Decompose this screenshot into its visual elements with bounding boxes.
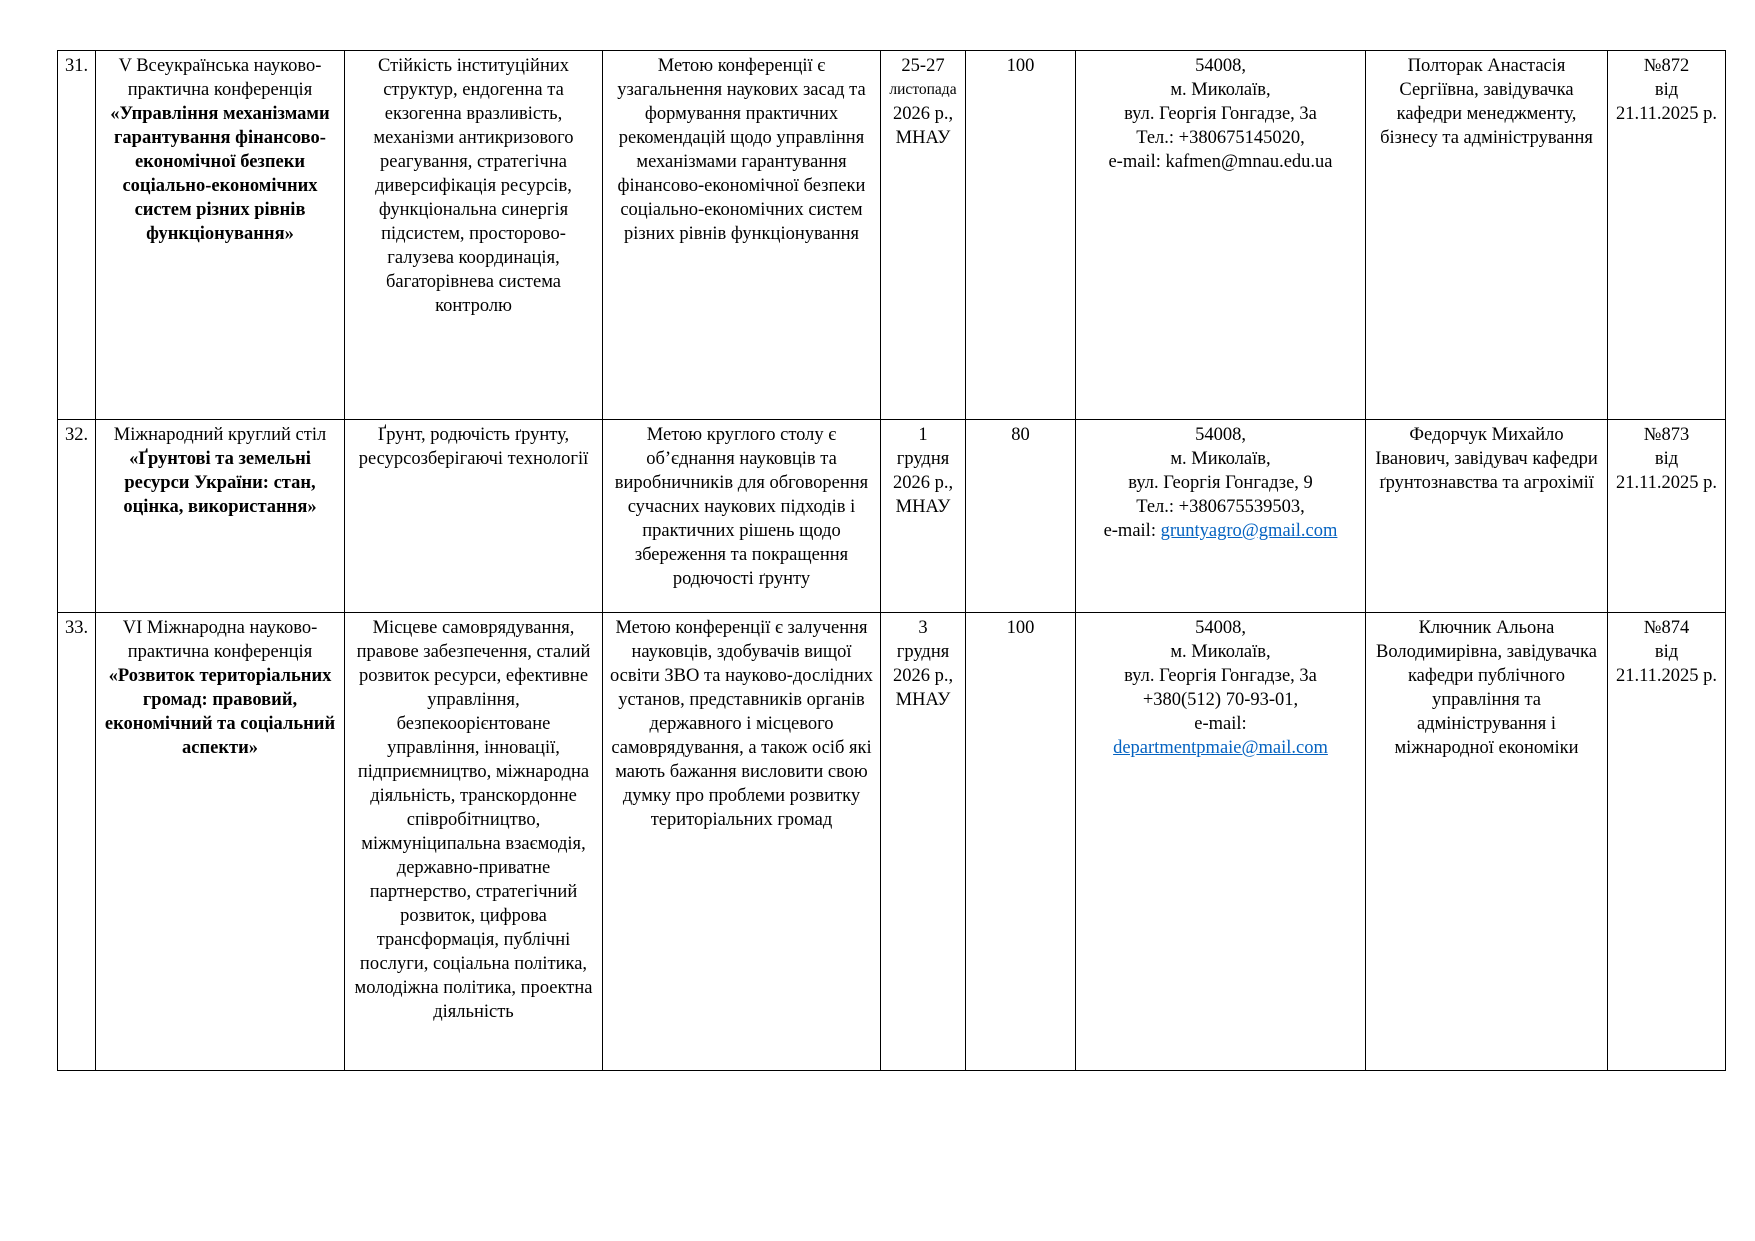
registration-line: 21.11.2025 р.: [1615, 473, 1718, 493]
address-line: +380(512) 70-93-01,: [1142, 690, 1299, 710]
participants-count-cell: 100: [966, 613, 1076, 1071]
date-line: 2026 р.,: [892, 473, 954, 493]
address-line: 54008,: [1195, 618, 1246, 638]
contact-person-cell: Ключник Альона Володимирівна, завідувачка кафедри публічного управління та адміністрування і міжнародної економіки: [1366, 613, 1608, 1071]
participants-count-cell: 100: [966, 51, 1076, 420]
date-line: 2026 р.,: [892, 104, 954, 124]
registration-line: від: [1654, 642, 1679, 662]
registration-line: 21.11.2025 р.: [1615, 104, 1718, 124]
conference-title-cell: [96, 420, 345, 613]
date-line: грудня: [896, 449, 950, 469]
contact-person-cell: Федорчук Михайло Іванович, завідувач кафедри ґрунтознавства та агрохімії: [1366, 420, 1608, 613]
registration-line: від: [1654, 449, 1679, 469]
date-line: МНАУ: [895, 128, 951, 148]
address-line: м. Миколаїв,: [1170, 642, 1271, 662]
table-row: [58, 613, 1726, 1071]
address-line: м. Миколаїв,: [1170, 449, 1271, 469]
conference-title-prefix: V Всеукраїнська науково-практична конференція: [118, 56, 322, 100]
date-line: МНАУ: [895, 497, 951, 517]
date-line: 3: [918, 618, 928, 638]
email-link[interactable]: departmentpmaie@mail.com: [1113, 738, 1328, 758]
conference-title-cell: [96, 613, 345, 1071]
email-label: e-mail:: [1108, 152, 1166, 172]
table-row: [58, 51, 1726, 420]
email-line: [1080, 736, 1361, 760]
address-line: вул. Георгія Гонгадзе, 3а: [1124, 666, 1317, 686]
email-line: [1080, 712, 1361, 736]
conference-title-cell: [96, 51, 345, 420]
registration-line: від: [1654, 80, 1679, 100]
registration-cell: [1608, 420, 1726, 613]
conference-title-bold: «Ґрунтові та земельні ресурси України: стан, оцінка, використання»: [123, 449, 317, 517]
registration-cell: [1608, 51, 1726, 420]
date-line: 25-27: [901, 56, 945, 76]
row-number: 32.: [58, 420, 96, 613]
address-line: вул. Георгія Гонгадзе, 9: [1128, 473, 1313, 493]
address-cell: [1076, 420, 1366, 613]
conference-date-cell: [881, 51, 966, 420]
address-line: м. Миколаїв,: [1170, 80, 1271, 100]
date-line: 1: [918, 425, 928, 445]
address-line: Тел.: +380675145020,: [1136, 128, 1305, 148]
email-line: [1080, 519, 1361, 543]
address-cell: [1076, 613, 1366, 1071]
conference-title-bold: «Розвиток територіальних громад: правовий, економічний та соціальний аспекти»: [104, 666, 336, 758]
registration-cell: [1608, 613, 1726, 1071]
date-line: МНАУ: [895, 690, 951, 710]
address-cell: [1076, 51, 1366, 420]
table-row: [58, 420, 1726, 613]
contact-person-cell: Полторак Анастасія Сергіївна, завідувачка кафедри менеджменту, бізнесу та адміністрування: [1366, 51, 1608, 420]
date-line: грудня: [896, 642, 950, 662]
conference-topics-cell: Місцеве самоврядування, правове забезпечення, сталий розвиток ресурси, ефективне управління, безпекоорієнтоване управління, інновації, підприємництво, міжнародна діяльність, транскордонне співробітництво, міжмуніципальна взаємодія, державно-приватне партнерство, стратегічний розвиток, цифрова трансформація, публічні послуги, соціальна політика, молодіжна політика, проектна діяльність: [345, 613, 603, 1071]
address-line: 54008,: [1195, 425, 1246, 445]
registration-line: 21.11.2025 р.: [1615, 666, 1718, 686]
address-line: вул. Георгія Гонгадзе, 3а: [1124, 104, 1317, 124]
conference-topics-cell: Стійкість інституційних структур, ендогенна та екзогенна вразливість, механізми антикризового реагування, стратегічна диверсифікація ресурсів, функціональна синергія підсистем, просторово-галузева координація, багаторівнева система контролю: [345, 51, 603, 420]
address-line: 54008,: [1195, 56, 1246, 76]
email-line: [1080, 150, 1361, 174]
row-number: 31.: [58, 51, 96, 420]
participants-count-cell: 80: [966, 420, 1076, 613]
registration-line: №874: [1643, 618, 1690, 638]
conference-title-prefix: Міжнародний круглий стіл: [113, 425, 327, 445]
conference-date-cell: [881, 420, 966, 613]
email-label: e-mail:: [1194, 714, 1247, 734]
date-line: 2026 р.,: [892, 666, 954, 686]
conference-purpose-cell: Метою конференції є узагальнення наукових засад та формування практичних рекомендацій щодо управління механізмами гарантування фінансово-економічної безпеки соціально-економічних систем різних рівнів функціонування: [603, 51, 881, 420]
date-line: листопада: [889, 81, 957, 98]
conference-title-prefix: VI Міжнародна науково-практична конференція: [122, 618, 318, 662]
row-number: 33.: [58, 613, 96, 1071]
conference-purpose-cell: Метою конференції є залучення науковців, здобувачів вищої освіти ЗВО та науково-дослідних установ, представників органів державного і місцевого самоврядування, а також осіб які мають бажання висловити свою думку про проблеми розвитку територіальних громад: [603, 613, 881, 1071]
registration-line: №873: [1643, 425, 1690, 445]
registration-line: №872: [1643, 56, 1690, 76]
conference-purpose-cell: Метою круглого столу є об’єднання науковців та виробничників для обговорення сучасних наукових підходів і практичних рішень щодо збереження та покращення родючості ґрунту: [603, 420, 881, 613]
email-text: kafmen@mnau.edu.ua: [1165, 152, 1333, 172]
email-link[interactable]: gruntyagro@gmail.com: [1160, 521, 1338, 541]
conference-title-bold: «Управління механізмами гарантування фінансово-економічної безпеки соціально-економічних систем різних рівнів функціонування»: [110, 104, 330, 244]
conference-date-cell: [881, 613, 966, 1071]
email-label: e-mail:: [1103, 521, 1161, 541]
address-line: Тел.: +380675539503,: [1136, 497, 1305, 517]
conference-table: [57, 50, 1726, 1071]
conference-topics-cell: Ґрунт, родючість ґрунту, ресурсозберігаючі технології: [345, 420, 603, 613]
